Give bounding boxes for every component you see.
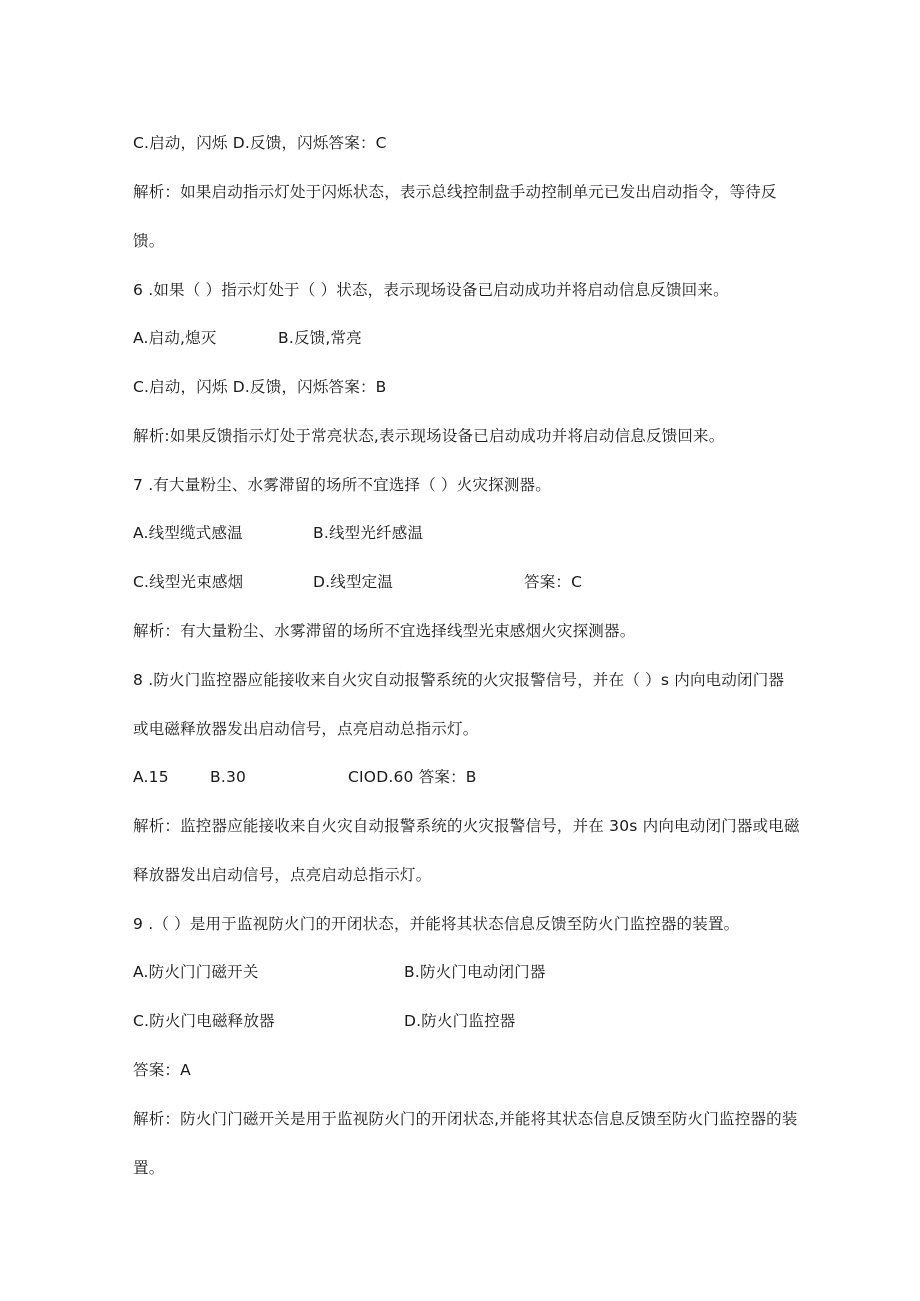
q7-answer: 答案：C [524,573,583,591]
q8-question-cont: 或电磁释放器发出启动信号，点亮启动总指示灯。 [133,720,479,738]
q7-option-b: B.线型光纤感温 [313,524,424,542]
q5-explanation-cont: 馈。 [133,232,165,250]
q7-option-d: D.线型定温 [313,573,394,591]
q9-answer: 答案：A [133,1061,191,1079]
q9-question: 9 .（ ）是用于监视防火门的开闭状态，并能将其状态信息反馈至防火门监控器的装置。 [133,915,740,933]
q8-explanation-cont: 释放器发出启动信号，点亮启动总指示灯。 [133,866,432,884]
q9-option-b: B.防火门电动闭门器 [404,963,546,981]
q5-explanation: 解析：如果启动指示灯处于闪烁状态，表示总线控制盘手动控制单元已发出启动指令，等待反 [133,183,777,201]
q9-option-d: D.防火门监控器 [404,1012,516,1030]
q8-question: 8 .防火门监控器应能接收来自火灾自动报警系统的火灾报警信号，并在（ ）s 内向电动闭门器 [133,671,785,689]
q6-question: 6 .如果（ ）指示灯处于（ ）状态，表示现场设备已启动成功并将启动信息反馈回来。 [133,281,729,299]
q7-option-a: A.线型缆式感温 [133,524,243,542]
q6-option-a: A.启动,熄灭 [133,329,217,347]
q7-explanation: 解析：有大量粉尘、水雾滞留的场所不宜选择线型光束感烟火灾探测器。 [133,622,636,640]
q8-explanation: 解析：监控器应能接收来自火灾自动报警系统的火灾报警信号，并在 30s 内向电动闭门器或电磁 [133,817,800,835]
q5-options-cd-answer: C.启动，闪烁 D.反馈，闪烁答案：C [133,134,387,152]
q6-explanation: 解析:如果反馈指示灯处于常亮状态,表示现场设备已启动成功并将启动信息反馈回来。 [133,427,725,445]
q9-option-c: C.防火门电磁释放器 [133,1012,275,1030]
q8-option-b: B.30 [210,768,247,786]
q8-options-cd-answer: CIOD.60 答案：B [348,768,477,786]
q7-question: 7 .有大量粉尘、水雾滞留的场所不宜选择（ ）火灾探测器。 [133,476,551,494]
q6-option-b: B.反馈,常亮 [278,329,362,347]
q9-explanation: 解析：防火门门磁开关是用于监视防火门的开闭状态,并能将其状态信息反馈至防火门监控器的装 [133,1110,798,1128]
q6-options-cd-answer: C.启动，闪烁 D.反馈，闪烁答案：B [133,378,387,396]
q7-option-c: C.线型光束感烟 [133,573,244,591]
q9-explanation-cont: 置。 [133,1159,165,1177]
q9-option-a: A.防火门门磁开关 [133,963,259,981]
q8-option-a: A.15 [133,768,169,786]
